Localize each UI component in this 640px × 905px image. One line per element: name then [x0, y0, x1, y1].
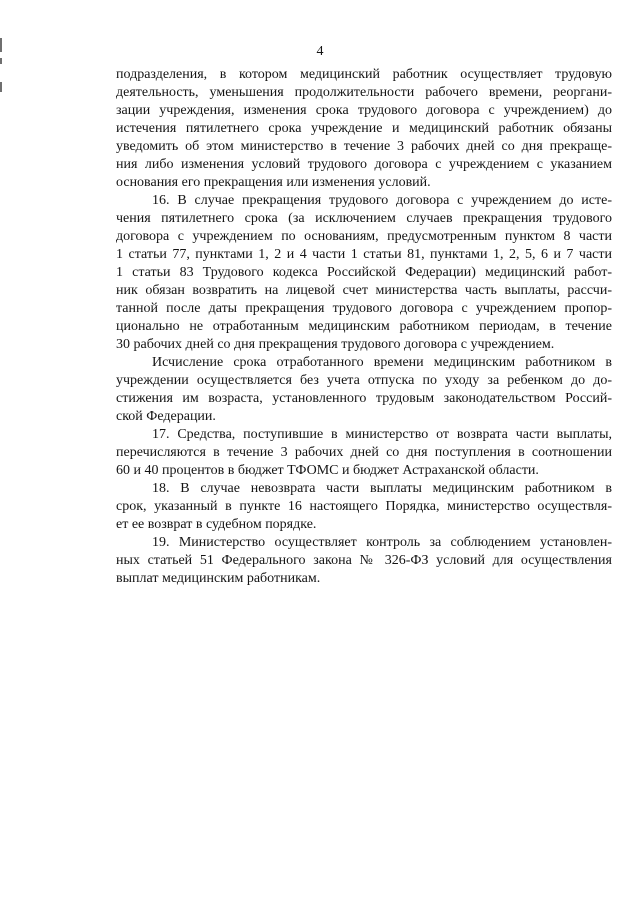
text-line: истечения пятилетнего срока учреждение и медицинский работник обязаны: [116, 121, 612, 136]
text-line: танной после даты прекращения трудового договора с учреждением пропор-: [116, 301, 612, 316]
text-line: ционально не отработанным медицинским работником периодам, в течение: [116, 319, 612, 334]
document-body: [116, 66, 612, 588]
page-number: 4: [316, 44, 324, 59]
text-line: Исчисление срока отработанного времени медицинским работником в: [152, 355, 612, 370]
text-line: выплат медицинским работникам.: [116, 571, 321, 586]
paragraph-16: [116, 192, 612, 354]
text-line: ния либо изменения условий трудового договора с учреждением с указанием: [116, 157, 612, 172]
text-line: 30 рабочих дней со дня прекращения трудового договора с учреждением.: [116, 337, 555, 352]
text-line: 19. Министерство осуществляет контроль за соблюдением установлен-: [152, 535, 612, 550]
text-line: 1 статьи 83 Трудового кодекса Российской Федерации) медицинский работ-: [116, 265, 612, 280]
text-line: договора с учреждением по основаниям, предусмотренным пунктом 8 части: [116, 229, 612, 244]
text-line: подразделения, в котором медицинский работник осуществляет трудовую: [116, 67, 612, 82]
paragraph-17: [116, 426, 612, 480]
text-line: основания его прекращения или изменения условий.: [116, 175, 431, 190]
text-line: зации учреждения, изменения срока трудового договора с учреждением) до: [116, 103, 612, 118]
text-line: 16. В случае прекращения трудового договора с учреждением до исте-: [152, 193, 612, 208]
text-line: 60 и 40 процентов в бюджет ТФОМС и бюджет Астраханской области.: [116, 463, 539, 478]
text-line: срок, указанный в пункте 16 настоящего Порядка, министерство осуществля-: [116, 499, 612, 514]
paragraph-18: [116, 480, 612, 534]
scan-edge-mark: [0, 82, 2, 92]
text-line: учреждении осуществляется без учета отпуска по уходу за ребенком до до-: [116, 373, 612, 388]
paragraph-period-calculation: [116, 354, 612, 426]
text-line: ет ее возврат в судебном порядке.: [116, 517, 317, 532]
text-line: ник обязан возвратить на лицевой счет министерства часть выплаты, рассчи-: [116, 283, 612, 298]
paragraph-19: [116, 534, 612, 588]
text-line: ных статьей 51 Федерального закона № 326-ФЗ условий для осуществления: [116, 553, 612, 568]
text-line: 17. Средства, поступившие в министерство от возврата части выплаты,: [152, 427, 612, 442]
text-line: стижения им возраста, установленного трудовым законодательством Россий-: [116, 391, 612, 406]
text-line: перечисляются в течение 3 рабочих дней со дня поступления в соотношении: [116, 445, 612, 460]
text-line: 18. В случае невозврата части выплаты медицинским работником в: [152, 481, 612, 496]
text-line: уведомить об этом министерство в течение 3 рабочих дней со дня прекраще-: [116, 139, 612, 154]
text-line: ской Федерации.: [116, 409, 216, 424]
paragraph-continuation: [116, 66, 612, 192]
text-line: чения пятилетнего срока (за исключением случаев прекращения трудового: [116, 211, 612, 226]
text-line: деятельность, уменьшения продолжительности рабочего времени, реоргани-: [116, 85, 612, 100]
text-line: 1 статьи 77, пунктами 1, 2 и 4 части 1 статьи 81, пунктами 1, 2, 5, 6 и 7 части: [116, 247, 612, 262]
